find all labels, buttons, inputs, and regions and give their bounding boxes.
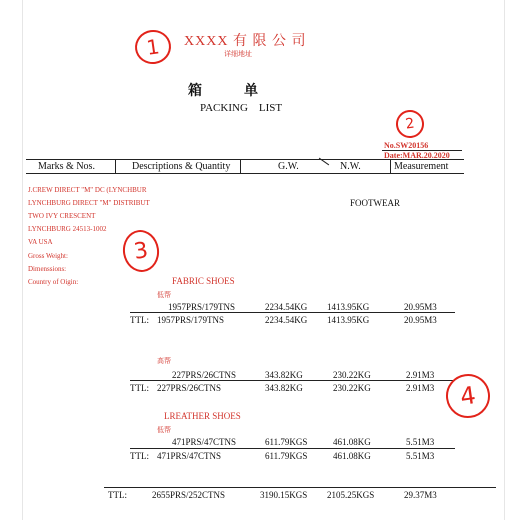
- product-name: FOOTWEAR: [350, 198, 400, 208]
- grand-total-qty: 2655PRS/252CTNS: [152, 490, 226, 500]
- doc-number: No.SW20156: [384, 141, 429, 150]
- company-address: 详细地址: [224, 50, 252, 58]
- company-name: XXXX 有 限 公 司: [184, 34, 307, 49]
- col-measurement: Measurement: [394, 161, 449, 172]
- marks-line: TWO IVY CRESCENT: [28, 212, 96, 220]
- marks-line: Dimenssions:: [28, 265, 67, 273]
- ttl-gw: 343.82KG: [265, 383, 303, 393]
- annotation-circle-1: 1: [133, 28, 173, 67]
- col-marks: Marks & Nos.: [38, 161, 95, 172]
- col-description: Descriptions & Quantity: [132, 161, 231, 172]
- row-nw: 461.08KG: [333, 437, 371, 447]
- annotation-circle-2: 2: [394, 108, 426, 140]
- section-sub-high: 高帮: [157, 357, 171, 365]
- ttl-qty: 471PRS/47CTNS: [157, 451, 222, 461]
- section-title-leather: LREATHER SHOES: [164, 411, 241, 421]
- row-gw: 2234.54KG: [265, 302, 308, 312]
- marks-line: LYNCHBURG 24513-1002: [28, 225, 107, 233]
- ttl-meas: 20.95M3: [404, 315, 437, 325]
- annotation-circle-3: 3: [120, 228, 161, 275]
- row-meas: 20.95M3: [404, 302, 437, 312]
- grand-total-label: TTL:: [108, 490, 127, 500]
- marks-line: VA USA: [28, 238, 53, 246]
- ttl-meas: 2.91M3: [406, 383, 435, 393]
- col-divider: [115, 160, 116, 173]
- ttl-qty: 1957PRS/179TNS: [157, 315, 225, 325]
- doc-date: Date:MAR.20.2020: [384, 151, 450, 160]
- section-sub-leather: 低帮: [157, 426, 171, 434]
- ttl-qty: 227PRS/26CTNS: [157, 383, 222, 393]
- ttl-nw: 230.22KG: [333, 383, 371, 393]
- row-nw: 230.22KG: [333, 370, 371, 380]
- marks-line: J.CREW DIRECT "M" DC (LYNCHBUR: [28, 186, 147, 194]
- header-bottom-rule: [26, 173, 464, 174]
- row-gw: 343.82KG: [265, 370, 303, 380]
- marks-line: Gross Weight:: [28, 252, 68, 260]
- ttl-label: TTL:: [130, 383, 149, 393]
- row-meas: 5.51M3: [406, 437, 435, 447]
- grand-total-nw: 2105.25KGS: [327, 490, 375, 500]
- page-guide-line: [22, 0, 23, 520]
- section-title-fabric: FABRIC SHOES: [172, 276, 235, 286]
- page-guide-line: [504, 0, 505, 520]
- section-sub-fabric: 低帮: [157, 291, 171, 299]
- ttl-gw: 611.79KGS: [265, 451, 308, 461]
- grand-total-gw: 3190.15KGS: [260, 490, 308, 500]
- row-gw: 611.79KGS: [265, 437, 308, 447]
- row-meas: 2.91M3: [406, 370, 435, 380]
- col-nw: N.W.: [340, 161, 361, 172]
- col-gw: G.W.: [278, 161, 299, 172]
- row-qty: 227PRS/26CTNS: [172, 370, 237, 380]
- ttl-nw: 1413.95KG: [327, 315, 370, 325]
- ttl-meas: 5.51M3: [406, 451, 435, 461]
- col-divider: [240, 160, 241, 173]
- ttl-nw: 461.08KG: [333, 451, 371, 461]
- header-top-rule: [26, 159, 464, 160]
- grand-total-meas: 29.37M3: [404, 490, 437, 500]
- ttl-rule: [130, 312, 455, 313]
- ttl-rule: [130, 448, 455, 449]
- marks-line: Country of Oigin:: [28, 278, 79, 286]
- col-divider: [390, 160, 391, 173]
- ttl-label: TTL:: [130, 315, 149, 325]
- row-qty: 471PRS/47CTNS: [172, 437, 237, 447]
- grand-total-rule: [104, 487, 496, 488]
- ttl-label: TTL:: [130, 451, 149, 461]
- row-qty: 1957PRS/179TNS: [168, 302, 236, 312]
- row-nw: 1413.95KG: [327, 302, 370, 312]
- annotation-circle-4: 4: [443, 371, 493, 421]
- title-cn: 箱 单: [188, 83, 258, 99]
- marks-line: LYNCHBURG DIRECT "M" DISTRIBUT: [28, 199, 150, 207]
- ttl-rule: [130, 380, 455, 381]
- ttl-gw: 2234.54KG: [265, 315, 308, 325]
- title-en: PACKING LIST: [200, 102, 283, 114]
